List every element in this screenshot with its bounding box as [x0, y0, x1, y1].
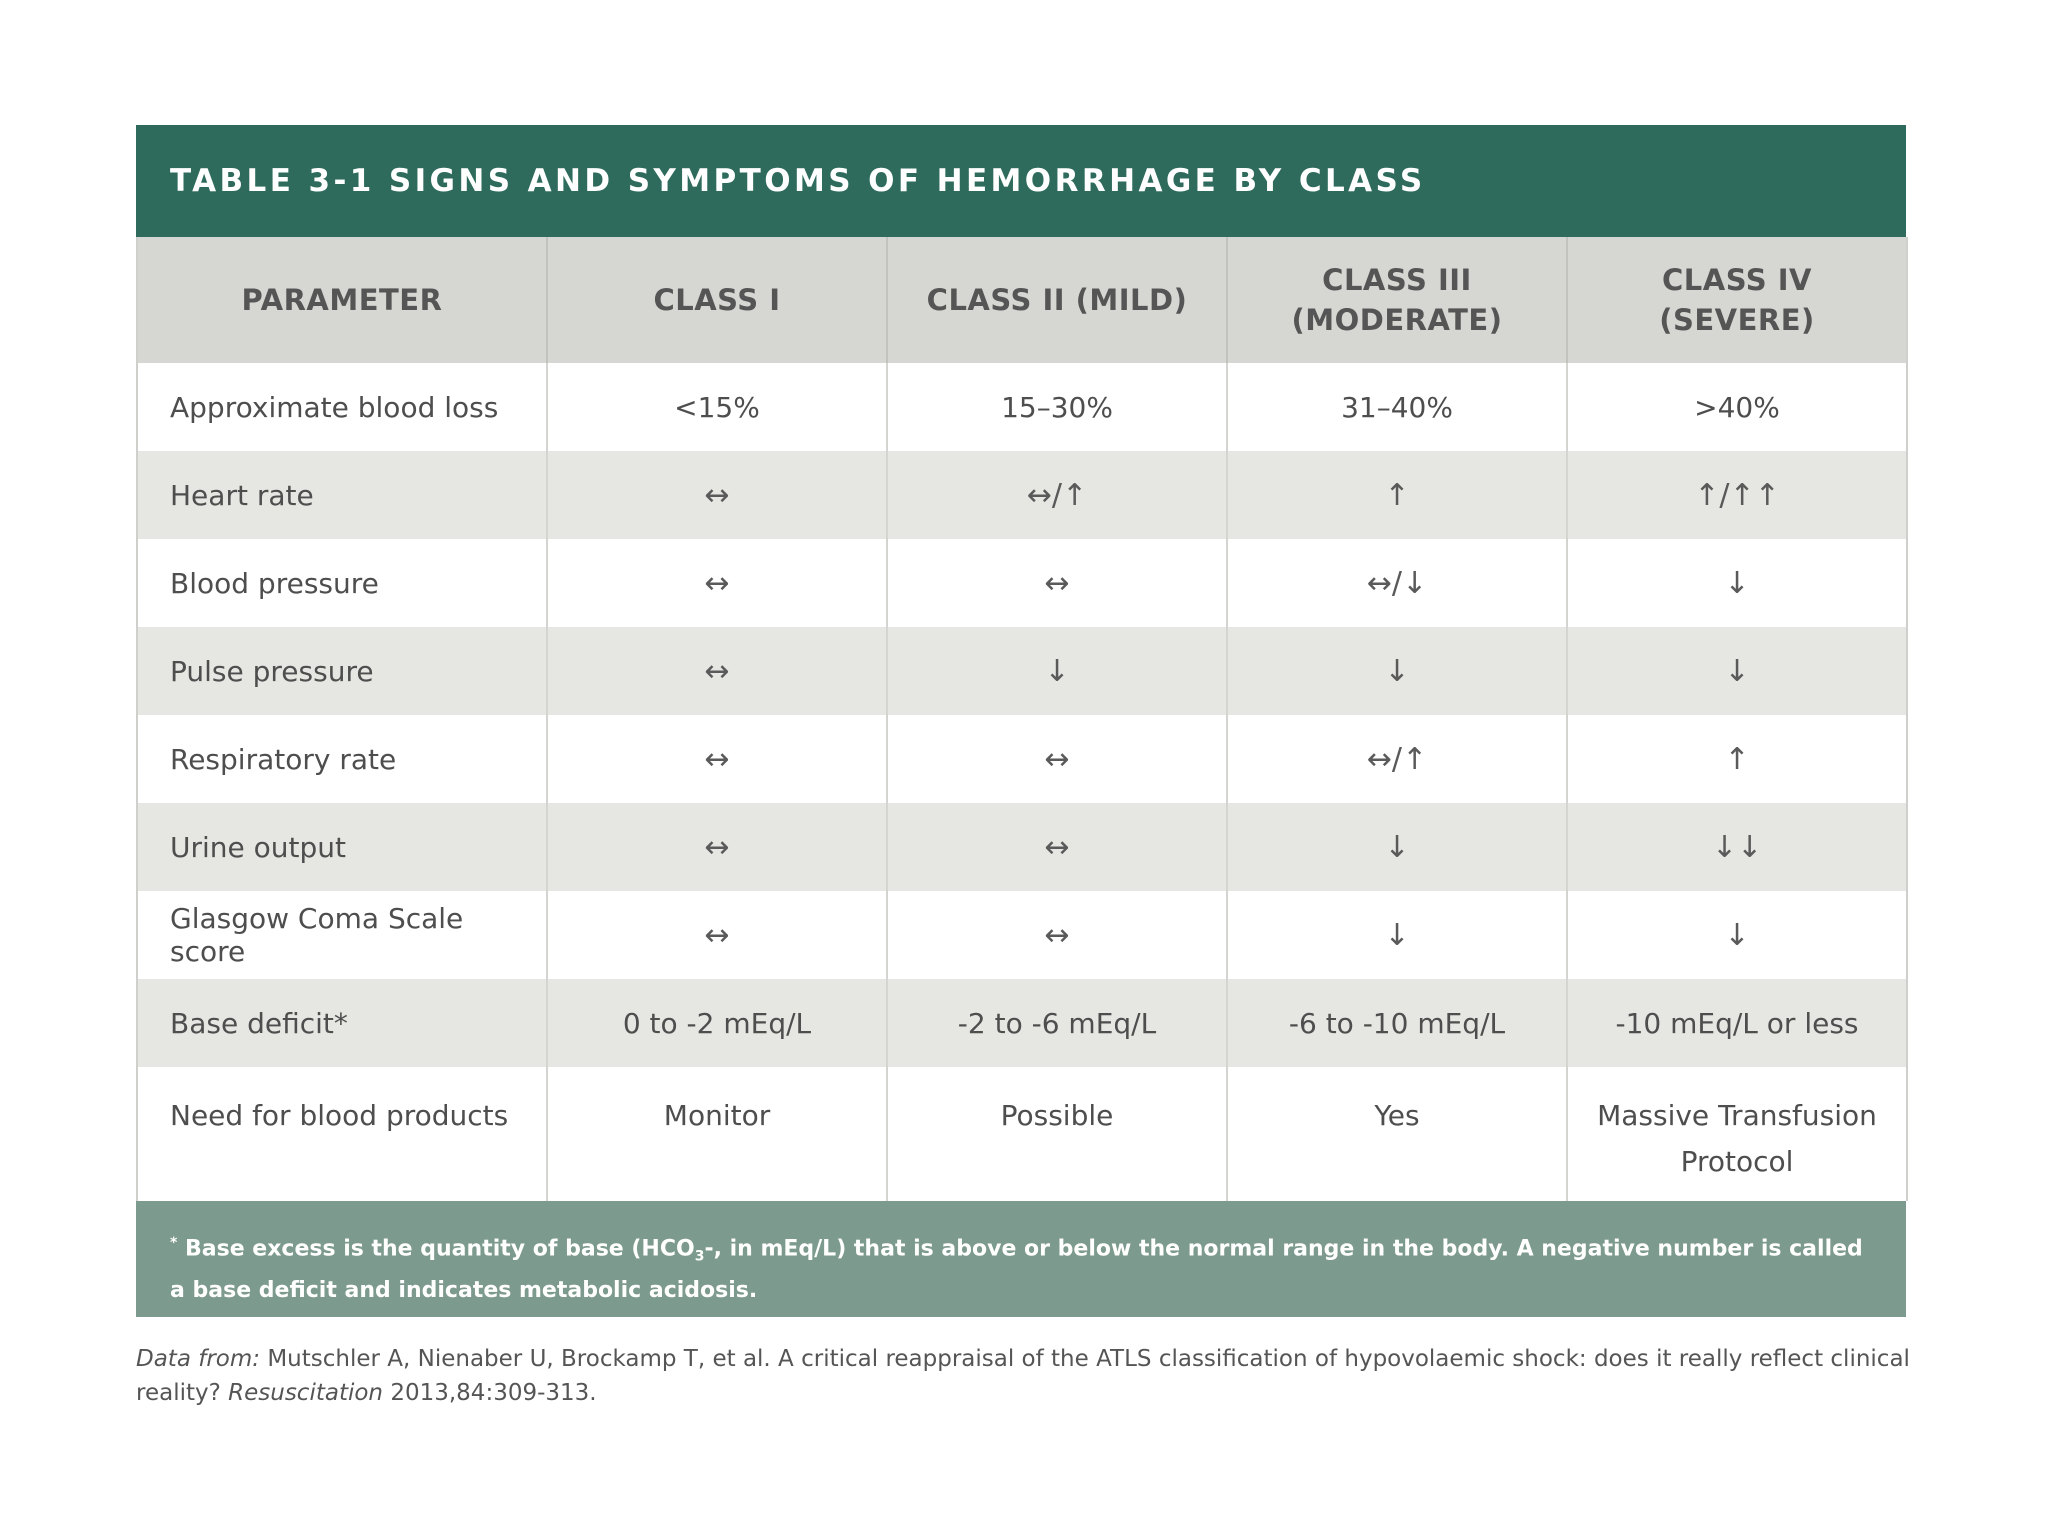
class-iv-cell: ↓ [1567, 539, 1907, 627]
parameter-cell: Need for blood products [137, 1067, 547, 1201]
class-i-cell: ↔ [547, 539, 887, 627]
header-class-iv: CLASS IV (SEVERE) [1567, 237, 1907, 363]
class-iv-cell: ↑/↑↑ [1567, 451, 1907, 539]
class-ii-cell: ↓ [887, 627, 1227, 715]
table-row [137, 891, 1907, 979]
class-iii-cell: Yes [1227, 1067, 1567, 1201]
source-citation [136, 1342, 1936, 1410]
class-ii-cell: Possible [887, 1067, 1227, 1201]
class-ii-cell: ↔ [887, 803, 1227, 891]
table-figure [136, 125, 1906, 1317]
class-i-cell: ↔ [547, 803, 887, 891]
class-ii-cell: -2 to -6 mEq/L [887, 979, 1227, 1067]
footnote-text-after: -, in mEq/L) that is above or below the normal range in the body. A negative number is called a base deficit and indicates metabolic acidosis. [170, 1236, 1863, 1303]
table-row [137, 979, 1907, 1067]
parameter-cell: Urine output [137, 803, 547, 891]
source-citation-text: Mutschler A, Nienaber U, Brockamp T, et al. A critical reappraisal of the ATLS classification of hypovolaemic shock: does it really reflect clinical reality? [136, 1346, 1910, 1406]
table-row [137, 803, 1907, 891]
parameter-cell: Blood pressure [137, 539, 547, 627]
class-iv-cell: ↓↓ [1567, 803, 1907, 891]
table-title: TABLE 3-1 SIGNS AND SYMPTOMS OF HEMORRHAGE BY CLASS [170, 163, 1426, 199]
class-ii-cell: ↔ [887, 539, 1227, 627]
class-iii-cell: 31–40% [1227, 363, 1567, 451]
class-ii-cell: ↔ [887, 891, 1227, 979]
footnote-text-before: Base excess is the quantity of base (HCO [185, 1236, 695, 1262]
table-row [137, 363, 1907, 451]
table-row [137, 1067, 1907, 1201]
parameter-cell: Approximate blood loss [137, 363, 547, 451]
table-footnote [136, 1201, 1906, 1317]
class-i-cell: <15% [547, 363, 887, 451]
parameter-cell: Base deficit* [137, 979, 547, 1067]
class-iii-cell: ↓ [1227, 803, 1567, 891]
parameter-cell: Respiratory rate [137, 715, 547, 803]
header-class-i: CLASS I [547, 237, 887, 363]
class-ii-cell: 15–30% [887, 363, 1227, 451]
class-iii-cell: ↔/↓ [1227, 539, 1567, 627]
footnote-subscript: 3 [694, 1248, 705, 1265]
table-title-bar [136, 125, 1906, 237]
class-i-cell: 0 to -2 mEq/L [547, 979, 887, 1067]
class-iv-cell: >40% [1567, 363, 1907, 451]
header-parameter: PARAMETER [137, 237, 547, 363]
source-details: 2013,84:309-313. [390, 1380, 597, 1406]
class-iv-cell: ↓ [1567, 891, 1907, 979]
class-i-cell: Monitor [547, 1067, 887, 1201]
table-row [137, 715, 1907, 803]
footnote-marker: * [170, 1235, 178, 1251]
class-iii-cell: ↔/↑ [1227, 715, 1567, 803]
table-row [137, 451, 1907, 539]
class-i-cell: ↔ [547, 891, 887, 979]
class-i-cell: ↔ [547, 715, 887, 803]
hemorrhage-class-table [136, 237, 1908, 1201]
table-row [137, 539, 1907, 627]
parameter-cell: Glasgow Coma Scale score [137, 891, 547, 979]
class-iii-cell: ↓ [1227, 891, 1567, 979]
source-journal: Resuscitation [228, 1380, 384, 1406]
class-i-cell: ↔ [547, 627, 887, 715]
table-row [137, 627, 1907, 715]
class-iv-cell: -10 mEq/L or less [1567, 979, 1907, 1067]
parameter-cell: Heart rate [137, 451, 547, 539]
class-i-cell: ↔ [547, 451, 887, 539]
header-class-ii: CLASS II (MILD) [887, 237, 1227, 363]
header-row [137, 237, 1907, 363]
class-ii-cell: ↔ [887, 715, 1227, 803]
class-iii-cell: ↑ [1227, 451, 1567, 539]
header-class-iii: CLASS III (MODERATE) [1227, 237, 1567, 363]
class-iii-cell: -6 to -10 mEq/L [1227, 979, 1567, 1067]
parameter-cell: Pulse pressure [137, 627, 547, 715]
class-iv-cell: Massive Transfusion Protocol [1567, 1067, 1907, 1201]
class-iv-cell: ↓ [1567, 627, 1907, 715]
source-label: Data from: [136, 1346, 261, 1372]
class-iv-cell: ↑ [1567, 715, 1907, 803]
class-ii-cell: ↔/↑ [887, 451, 1227, 539]
class-iii-cell: ↓ [1227, 627, 1567, 715]
